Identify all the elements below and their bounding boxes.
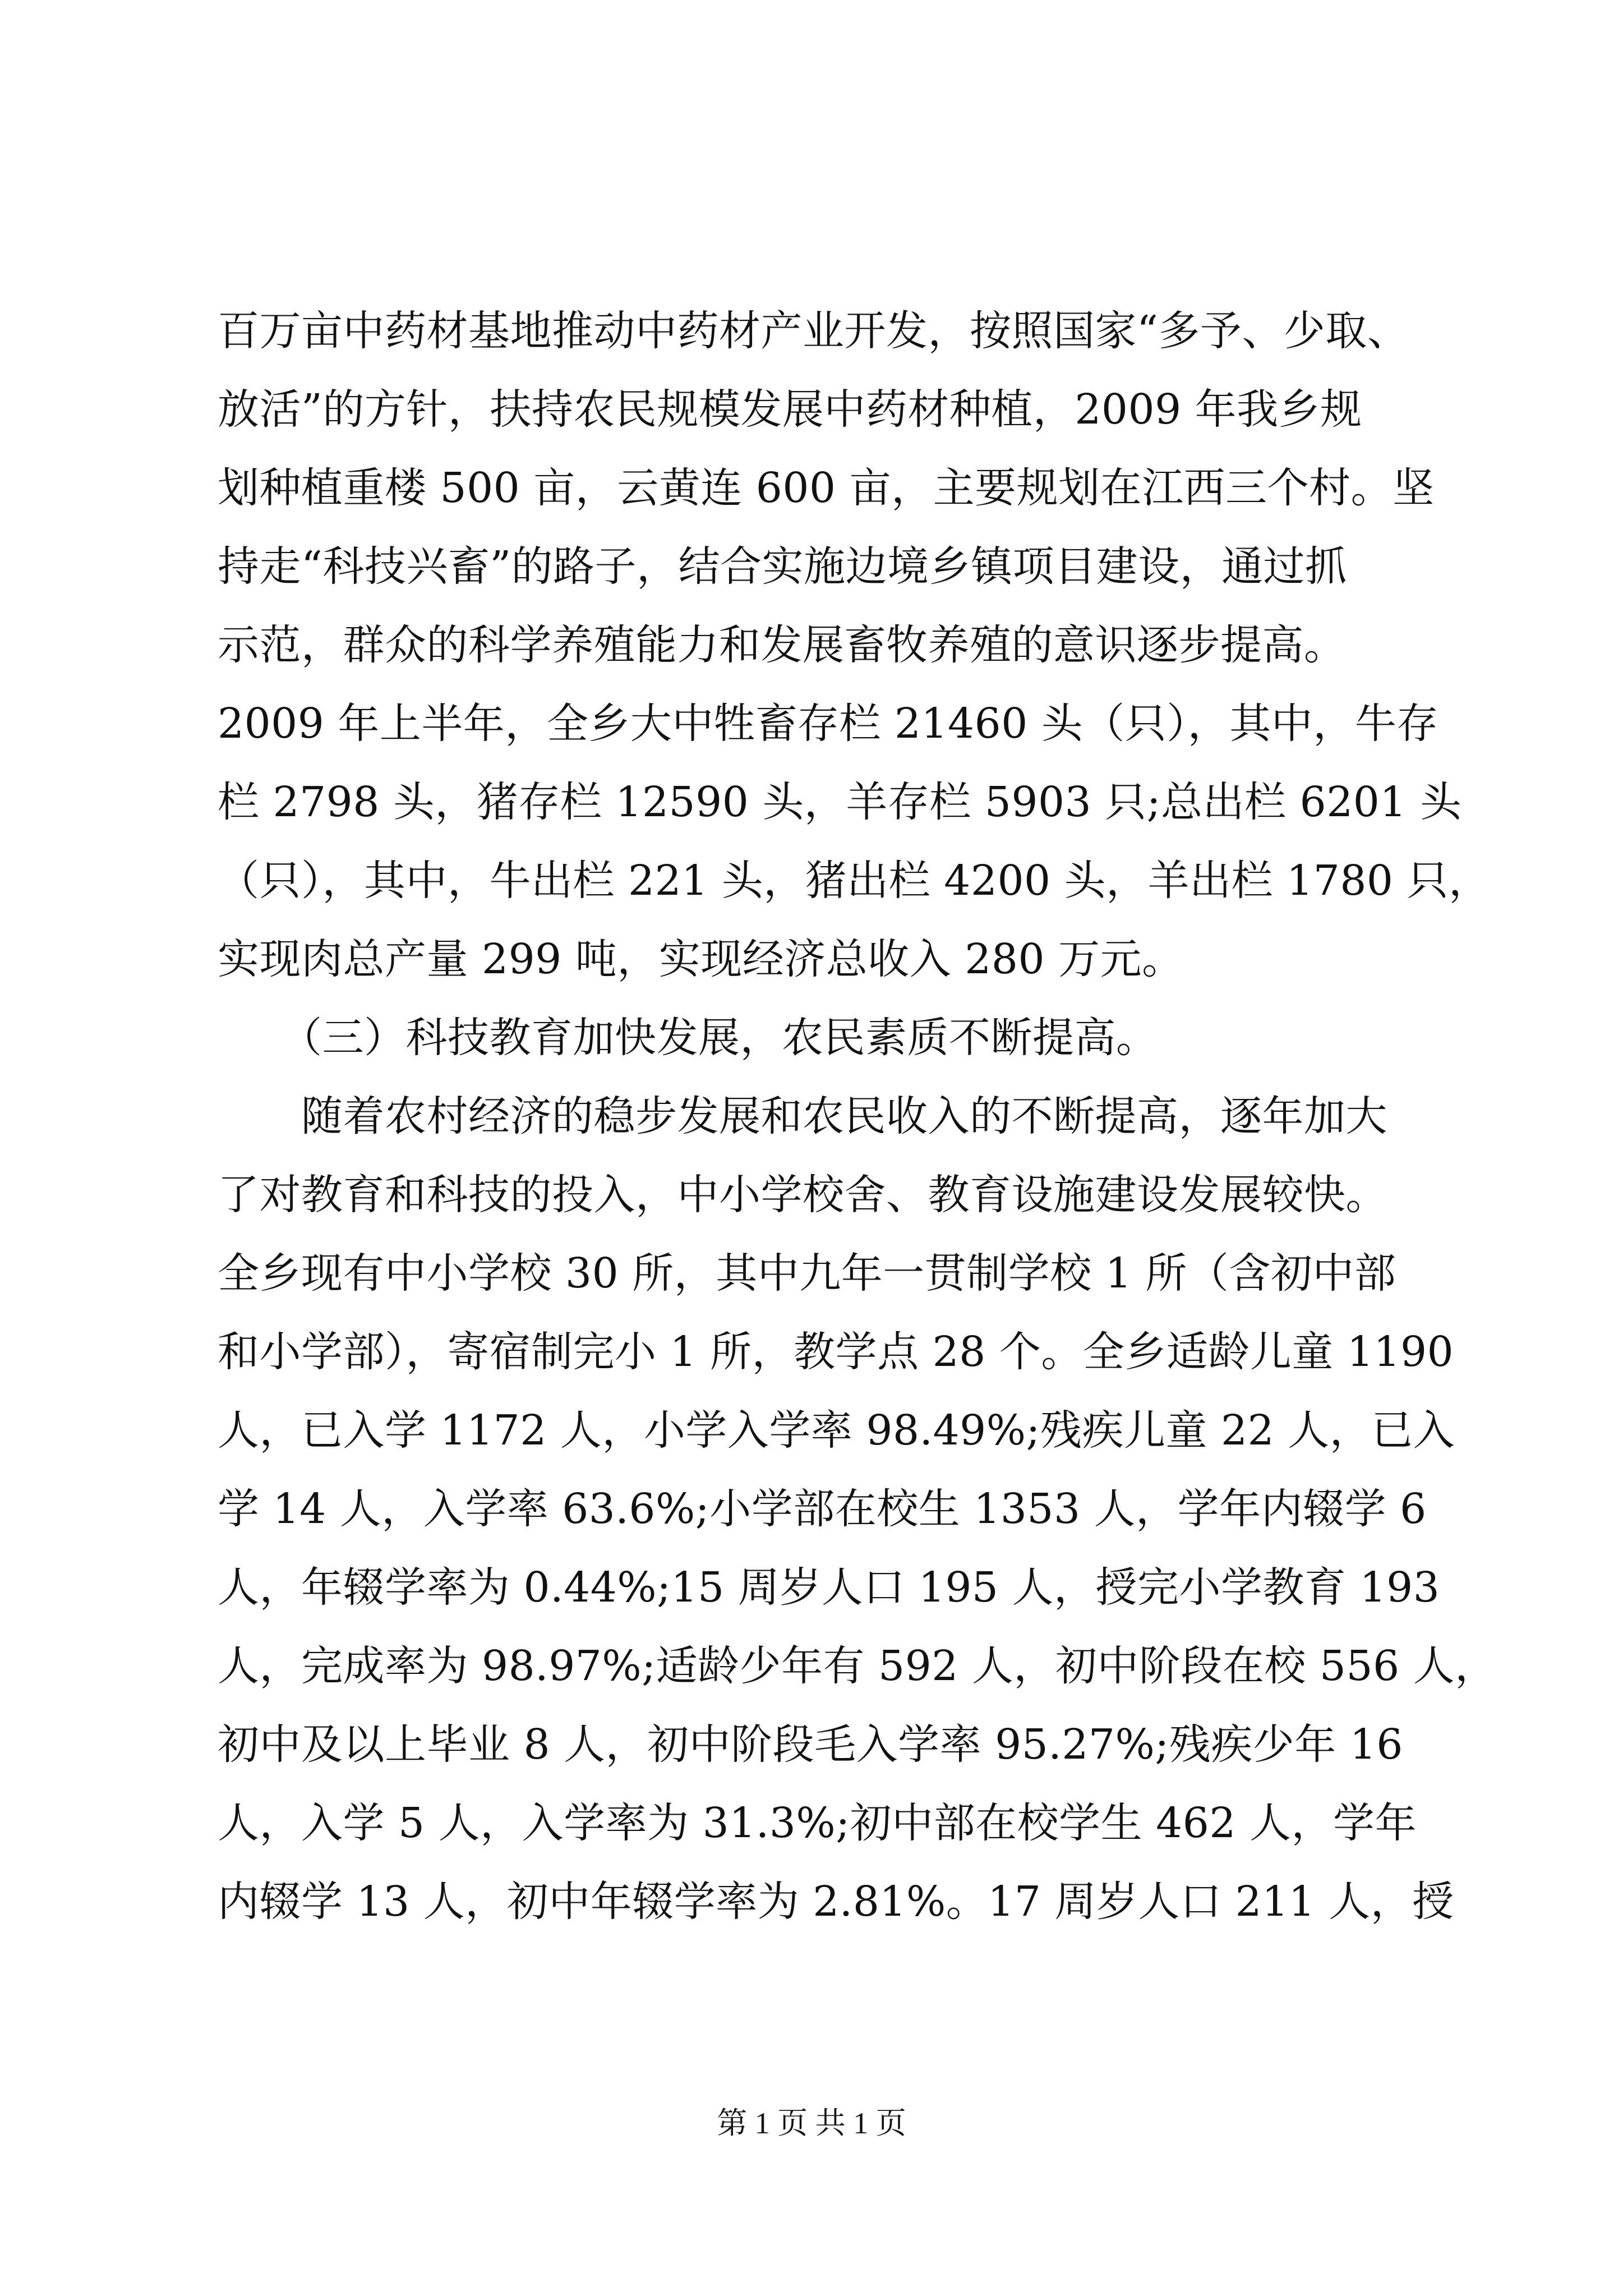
text-line: 栏 2798 头，猪存栏 12590 头，羊存栏 5903 只;总出栏 6201 头 <box>218 778 1462 826</box>
text-line: 了对教育和科技的投入，中小学校舍、教育设施建设发展较快。 <box>218 1171 1387 1219</box>
text-line: 持走“科技兴畜”的路子，结合实施边境乡镇项目建设，通过抓 <box>218 542 1347 591</box>
text-line: 人，入学 5 人，入学率为 31.3%;初中部在校学生 462 人，学年 <box>218 1799 1417 1847</box>
text-line: 内辍学 13 人，初中年辍学率为 2.81%。17 周岁人口 211 人，授 <box>218 1878 1454 1926</box>
text-line: 人，完成率为 98.97%;适龄少年有 592 人，初中阶段在校 556 人， <box>218 1642 1497 1690</box>
text-line: 划种植重楼 500 亩，云黄连 600 亩，主要规划在江西三个村。坚 <box>218 464 1435 512</box>
text-line: 和小学部），寄宿制完小 1 所，教学点 28 个。全乡适龄儿童 1190 <box>218 1328 1454 1376</box>
text-line: 学 14 人，入学率 63.6%;小学部在校生 1353 人，学年内辍学 6 <box>218 1485 1427 1533</box>
page-footer: 第 1 页 共 1 页 <box>717 2106 906 2140</box>
text-line: 2009 年上半年，全乡大中牲畜存栏 21460 头（只），其中，牛存 <box>218 700 1438 748</box>
section-heading: （三）科技教育加快发展，农民素质不断提高。 <box>218 1014 1158 1062</box>
text-line: 实现肉总产量 299 吨，实现经济总收入 280 万元。 <box>218 935 1184 983</box>
text-line: 人，年辍学率为 0.44%;15 周岁人口 195 人，授完小学教育 193 <box>218 1563 1440 1612</box>
text-line: 随着农村经济的稳步发展和农民收入的不断提高，逐年加大 <box>218 1092 1387 1140</box>
text-line: （只），其中，牛出栏 221 头，猪出栏 4200 头，羊出栏 1780 只， <box>218 857 1491 905</box>
text-line: 全乡现有中小学校 30 所，其中九年一贯制学校 1 所（含初中部 <box>218 1249 1396 1297</box>
text-line: 百万亩中药材基地推动中药材产业开发，按照国家“多予、少取、 <box>218 307 1409 355</box>
text-line: 示范，群众的科学养殖能力和发展畜牧养殖的意识逐步提高。 <box>218 621 1346 669</box>
text-line: 人，已入学 1172 人，小学入学率 98.49%;残疾儿童 22 人，已入 <box>218 1406 1455 1455</box>
text-line: 初中及以上毕业 8 人，初中阶段毛入学率 95.27%;残疾少年 16 <box>218 1720 1403 1769</box>
text-line: 放活”的方针，扶持农民规模发展中药材种植，2009 年我乡规 <box>218 385 1362 434</box>
